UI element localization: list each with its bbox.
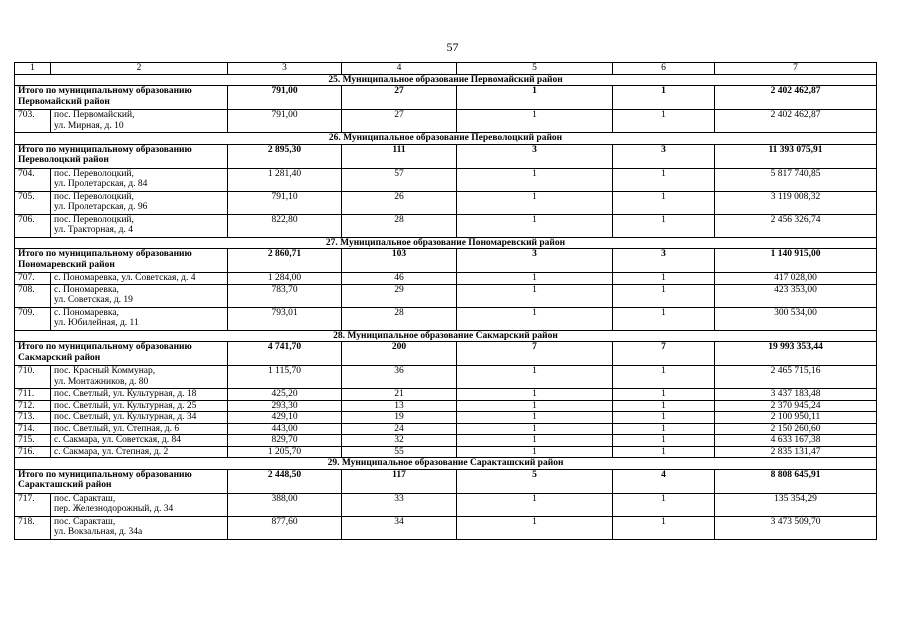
count-cell: 1 (457, 400, 613, 412)
address-cell: пос. Светлый, ул. Культурная, д. 25 (51, 400, 228, 412)
table-row (15, 412, 877, 424)
residents-cell: 33 (342, 493, 457, 516)
count-cell-2: 7 (613, 342, 715, 366)
table-row (15, 307, 877, 330)
count-cell: 1 (457, 366, 613, 389)
total-label: Итого по муниципальному образованию Пономаревский район (15, 249, 228, 273)
housing-register-table (14, 62, 877, 540)
count-cell: 1 (457, 423, 613, 435)
municipality-total-row (15, 86, 877, 110)
count-cell-2: 1 (613, 435, 715, 447)
count-cell-2: 1 (613, 400, 715, 412)
cost-cell: 300 534,00 (715, 307, 877, 330)
cost-cell: 1 140 915,00 (715, 249, 877, 273)
table-row (15, 214, 877, 237)
count-cell: 3 (457, 144, 613, 168)
cost-cell: 423 353,00 (715, 284, 877, 307)
area-cell: 1 284,00 (228, 273, 342, 285)
area-cell: 783,70 (228, 284, 342, 307)
section-title: 27. Муниципальное образование Пономаревский район (15, 237, 877, 249)
row-number: 718. (15, 516, 51, 539)
count-cell: 1 (457, 273, 613, 285)
address-cell: пос. Первомайский, ул. Мирная, д. 10 (51, 110, 228, 133)
count-cell-2: 1 (613, 516, 715, 539)
residents-cell: 36 (342, 366, 457, 389)
table-row (15, 400, 877, 412)
residents-cell: 21 (342, 389, 457, 401)
count-cell: 1 (457, 412, 613, 424)
count-cell: 5 (457, 469, 613, 493)
count-cell-2: 1 (613, 284, 715, 307)
count-cell: 1 (457, 307, 613, 330)
count-cell-2: 1 (613, 423, 715, 435)
count-cell-2: 1 (613, 273, 715, 285)
address-cell: с. Сакмара, ул. Советская, д. 84 (51, 435, 228, 447)
cost-cell: 8 808 645,91 (715, 469, 877, 493)
address-cell: пос. Саракташ, ул. Вокзальная, д. 34а (51, 516, 228, 539)
cost-cell: 2 465 715,16 (715, 366, 877, 389)
residents-cell: 55 (342, 446, 457, 458)
area-cell: 429,10 (228, 412, 342, 424)
residents-cell: 19 (342, 412, 457, 424)
cost-cell: 2 100 950,11 (715, 412, 877, 424)
cost-cell: 4 633 167,38 (715, 435, 877, 447)
table-row (15, 110, 877, 133)
address-cell: с. Пономаревка, ул. Советская, д. 19 (51, 284, 228, 307)
row-number: 709. (15, 307, 51, 330)
table-row (15, 516, 877, 539)
count-cell-2: 1 (613, 110, 715, 133)
total-label: Итого по муниципальному образованию Саракташский район (15, 469, 228, 493)
area-cell: 1 115,70 (228, 366, 342, 389)
residents-cell: 28 (342, 307, 457, 330)
count-cell: 1 (457, 86, 613, 110)
area-cell: 1 281,40 (228, 168, 342, 191)
count-cell: 3 (457, 249, 613, 273)
address-cell: пос. Переволоцкий, ул. Тракторная, д. 4 (51, 214, 228, 237)
area-cell: 443,00 (228, 423, 342, 435)
address-cell: пос. Саракташ, пер. Железнодорожный, д. 34 (51, 493, 228, 516)
cost-cell: 2 370 945,24 (715, 400, 877, 412)
area-cell: 822,80 (228, 214, 342, 237)
cost-cell: 19 993 353,44 (715, 342, 877, 366)
count-cell: 1 (457, 446, 613, 458)
area-cell: 793,01 (228, 307, 342, 330)
table-row (15, 446, 877, 458)
cost-cell: 2 456 326,74 (715, 214, 877, 237)
residents-cell: 200 (342, 342, 457, 366)
count-cell-2: 1 (613, 412, 715, 424)
count-cell: 1 (457, 191, 613, 214)
cost-cell: 11 393 075,91 (715, 144, 877, 168)
residents-cell: 103 (342, 249, 457, 273)
row-number: 717. (15, 493, 51, 516)
row-number: 703. (15, 110, 51, 133)
row-number: 713. (15, 412, 51, 424)
residents-cell: 32 (342, 435, 457, 447)
section-title: 29. Муниципальное образование Саракташский район (15, 458, 877, 470)
column-number: 3 (228, 63, 342, 75)
page-number: 57 (446, 40, 459, 54)
count-cell-2: 1 (613, 191, 715, 214)
table-row (15, 366, 877, 389)
residents-cell: 26 (342, 191, 457, 214)
table-row (15, 389, 877, 401)
area-cell: 4 741,70 (228, 342, 342, 366)
residents-cell: 28 (342, 214, 457, 237)
address-cell: с. Пономаревка, ул. Советская, д. 4 (51, 273, 228, 285)
municipality-total-row (15, 469, 877, 493)
count-cell-2: 1 (613, 366, 715, 389)
table-row (15, 284, 877, 307)
count-cell: 1 (457, 168, 613, 191)
address-cell: с. Сакмара, ул. Степная, д. 2 (51, 446, 228, 458)
row-number: 704. (15, 168, 51, 191)
row-number: 715. (15, 435, 51, 447)
cost-cell: 3 119 008,32 (715, 191, 877, 214)
count-cell: 1 (457, 284, 613, 307)
cost-cell: 2 835 131,47 (715, 446, 877, 458)
column-number: 6 (613, 63, 715, 75)
area-cell: 829,70 (228, 435, 342, 447)
count-cell-2: 4 (613, 469, 715, 493)
row-number: 710. (15, 366, 51, 389)
row-number: 705. (15, 191, 51, 214)
column-number: 5 (457, 63, 613, 75)
residents-cell: 27 (342, 86, 457, 110)
table-body (15, 63, 877, 540)
municipality-total-row (15, 144, 877, 168)
count-cell-2: 3 (613, 144, 715, 168)
row-number: 712. (15, 400, 51, 412)
residents-cell: 117 (342, 469, 457, 493)
count-cell-2: 1 (613, 389, 715, 401)
column-number: 7 (715, 63, 877, 75)
section-title: 28. Муниципальное образование Сакмарский район (15, 330, 877, 342)
cost-cell: 5 817 740,85 (715, 168, 877, 191)
table-row (15, 191, 877, 214)
section-header-row (15, 74, 877, 86)
count-cell: 1 (457, 435, 613, 447)
count-cell-2: 1 (613, 86, 715, 110)
cost-cell: 2 150 260,60 (715, 423, 877, 435)
cost-cell: 417 028,00 (715, 273, 877, 285)
total-label: Итого по муниципальному образованию Переволоцкий район (15, 144, 228, 168)
address-cell: пос. Светлый, ул. Культурная, д. 18 (51, 389, 228, 401)
column-number-row (15, 63, 877, 75)
cost-cell: 2 402 462,87 (715, 86, 877, 110)
area-cell: 2 860,71 (228, 249, 342, 273)
address-cell: с. Пономаревка, ул. Юбилейная, д. 11 (51, 307, 228, 330)
area-cell: 2 895,30 (228, 144, 342, 168)
count-cell-2: 1 (613, 493, 715, 516)
section-header-row (15, 133, 877, 145)
residents-cell: 34 (342, 516, 457, 539)
area-cell: 388,00 (228, 493, 342, 516)
count-cell-2: 1 (613, 168, 715, 191)
column-number: 4 (342, 63, 457, 75)
section-header-row (15, 458, 877, 470)
row-number: 707. (15, 273, 51, 285)
count-cell: 1 (457, 110, 613, 133)
residents-cell: 29 (342, 284, 457, 307)
section-title: 26. Муниципальное образование Переволоцкий район (15, 133, 877, 145)
cost-cell: 135 354,29 (715, 493, 877, 516)
residents-cell: 57 (342, 168, 457, 191)
count-cell: 1 (457, 214, 613, 237)
count-cell: 7 (457, 342, 613, 366)
table-row (15, 435, 877, 447)
address-cell: пос. Светлый, ул. Культурная, д. 34 (51, 412, 228, 424)
residents-cell: 13 (342, 400, 457, 412)
table-row (15, 493, 877, 516)
area-cell: 791,00 (228, 86, 342, 110)
municipality-total-row (15, 249, 877, 273)
area-cell: 877,60 (228, 516, 342, 539)
count-cell: 1 (457, 516, 613, 539)
row-number: 706. (15, 214, 51, 237)
cost-cell: 3 473 509,70 (715, 516, 877, 539)
table-row (15, 168, 877, 191)
row-number: 714. (15, 423, 51, 435)
address-cell: пос. Светлый, ул. Степная, д. 6 (51, 423, 228, 435)
row-number: 716. (15, 446, 51, 458)
area-cell: 2 448,50 (228, 469, 342, 493)
row-number: 711. (15, 389, 51, 401)
area-cell: 1 205,70 (228, 446, 342, 458)
section-header-row (15, 237, 877, 249)
area-cell: 293,30 (228, 400, 342, 412)
residents-cell: 46 (342, 273, 457, 285)
area-cell: 791,00 (228, 110, 342, 133)
cost-cell: 3 437 183,48 (715, 389, 877, 401)
municipality-total-row (15, 342, 877, 366)
count-cell: 1 (457, 389, 613, 401)
column-number: 2 (51, 63, 228, 75)
address-cell: пос. Переволоцкий, ул. Пролетарская, д. 84 (51, 168, 228, 191)
count-cell-2: 1 (613, 307, 715, 330)
residents-cell: 24 (342, 423, 457, 435)
section-title: 25. Муниципальное образование Первомайский район (15, 74, 877, 86)
address-cell: пос. Переволоцкий, ул. Пролетарская, д. 96 (51, 191, 228, 214)
residents-cell: 111 (342, 144, 457, 168)
row-number: 708. (15, 284, 51, 307)
address-cell: пос. Красный Коммунар, ул. Монтажников, д. 80 (51, 366, 228, 389)
area-cell: 425,20 (228, 389, 342, 401)
total-label: Итого по муниципальному образованию Первомайский район (15, 86, 228, 110)
column-number: 1 (15, 63, 51, 75)
cost-cell: 2 402 462,87 (715, 110, 877, 133)
residents-cell: 27 (342, 110, 457, 133)
area-cell: 791,10 (228, 191, 342, 214)
count-cell-2: 1 (613, 214, 715, 237)
count-cell: 1 (457, 493, 613, 516)
count-cell-2: 3 (613, 249, 715, 273)
table-row (15, 423, 877, 435)
table-row (15, 273, 877, 285)
total-label: Итого по муниципальному образованию Сакмарский район (15, 342, 228, 366)
count-cell-2: 1 (613, 446, 715, 458)
section-header-row (15, 330, 877, 342)
